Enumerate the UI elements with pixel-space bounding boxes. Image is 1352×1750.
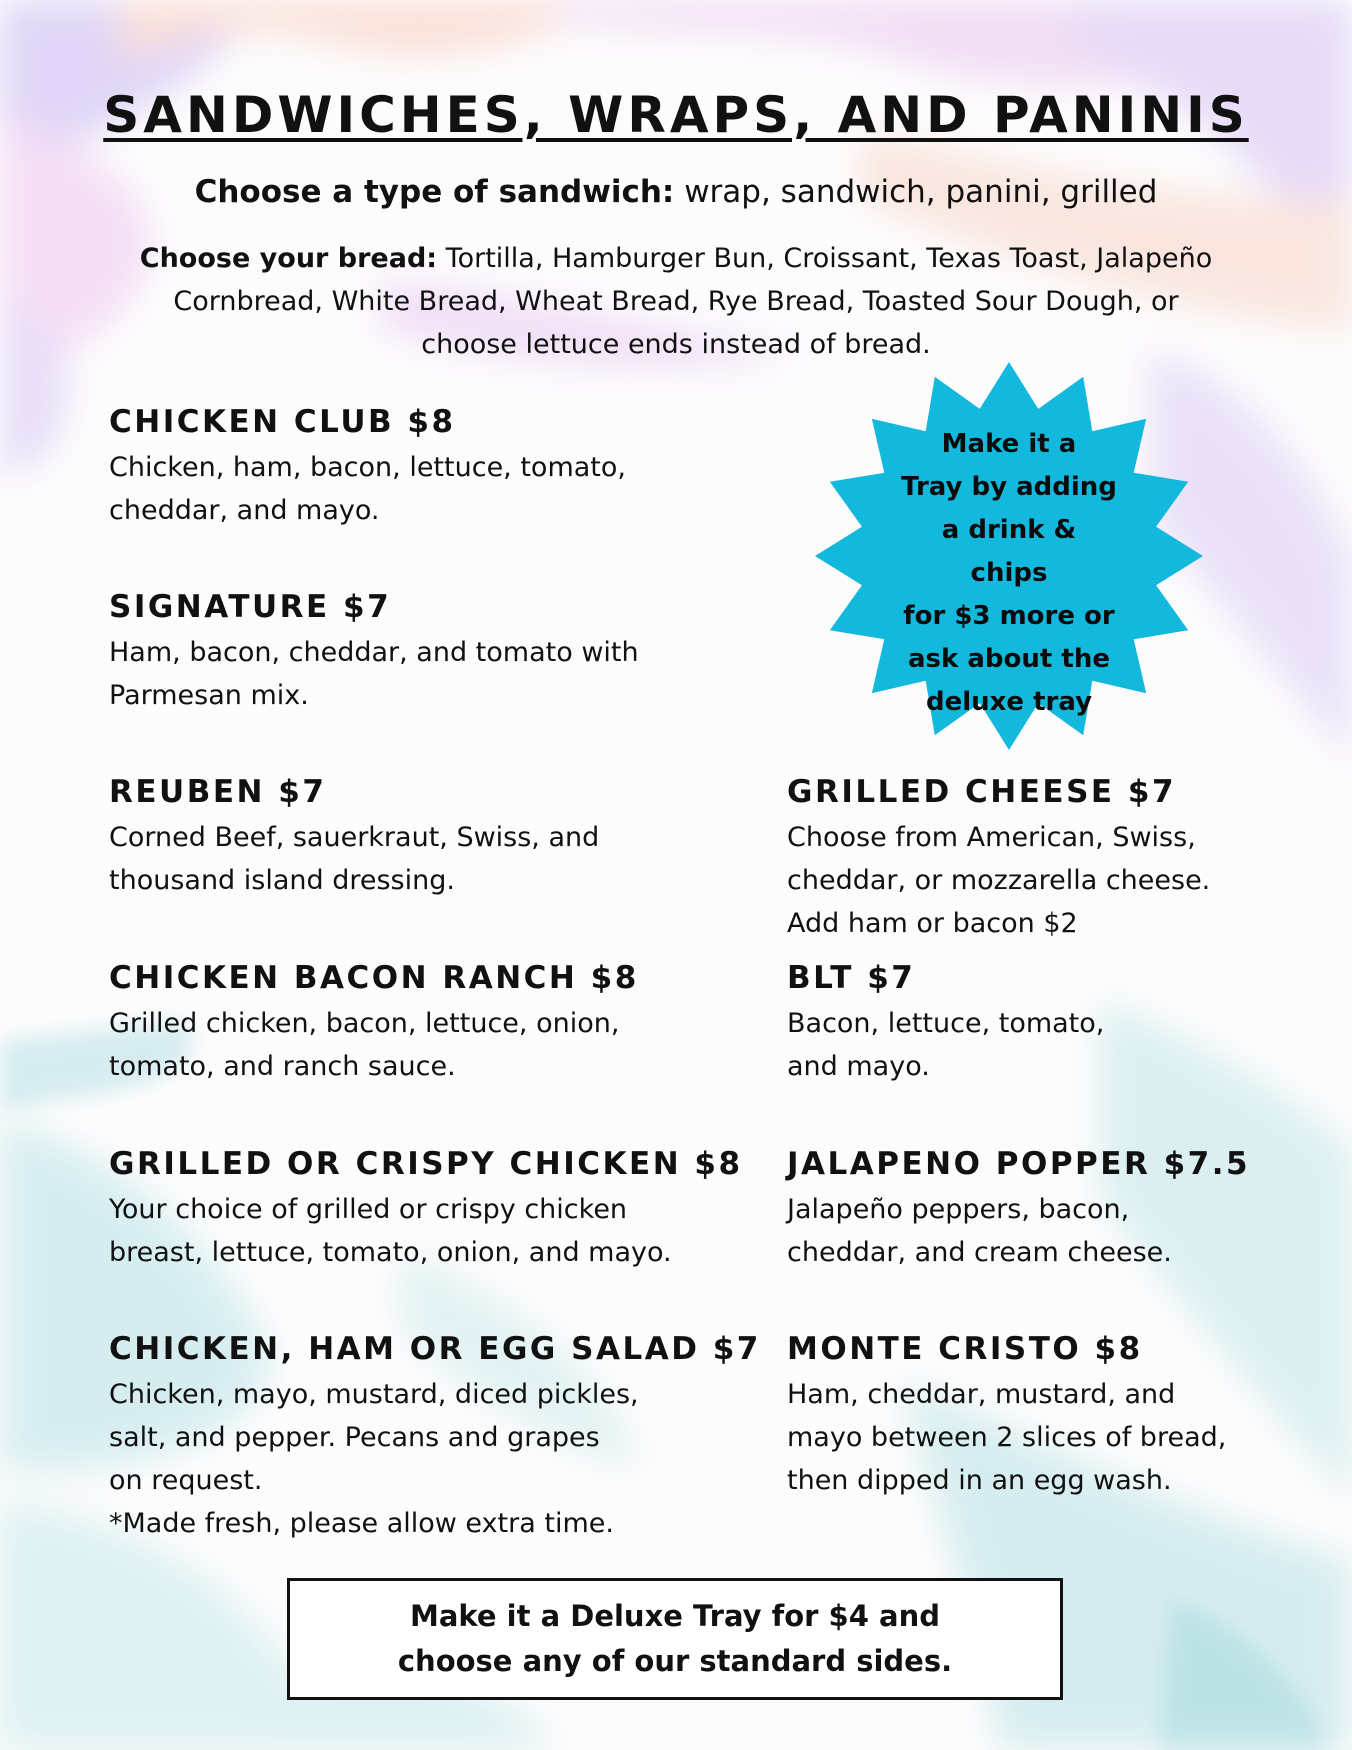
sandwich-type-options: wrap, sandwich, panini, grilled — [684, 174, 1158, 210]
bread-options: Tortilla, Hamburger Bun, Croissant, Texas Toast, Jalapeño Cornbread, White Bread, Wheat Bread, Rye Bread, Toasted Sour Dough, or choose lettuce ends instead of bread. — [173, 243, 1213, 360]
menu-item-chicken-club — [109, 402, 626, 532]
sandwich-type-line — [0, 174, 1352, 210]
bread-label: Choose your bread: — [139, 243, 438, 274]
menu-item-title: BLT $7 — [787, 960, 916, 996]
menu-item-chicken-bacon-ranch — [109, 958, 639, 1088]
menu-item-description: Your choice of grilled or crispy chicken breast, lettuce, tomato, onion, and mayo. — [109, 1194, 672, 1268]
menu-item-description: Bacon, lettuce, tomato, and mayo. — [787, 1008, 1105, 1082]
deluxe-tray-box — [287, 1578, 1063, 1700]
menu-item-description: Grilled chicken, bacon, lettuce, onion, tomato, and ranch sauce. — [109, 1008, 620, 1082]
menu-item-title: CHICKEN, HAM OR EGG SALAD $7 — [109, 1331, 761, 1367]
menu-item-chicken-ham-egg-salad — [109, 1329, 761, 1545]
menu-item-description: Ham, cheddar, mustard, and mayo between 2 slices of bread, then dipped in an egg wash. — [787, 1379, 1227, 1496]
menu-item-description: Chicken, ham, bacon, lettuce, tomato, cheddar, and mayo. — [109, 452, 626, 526]
menu-item-reuben — [109, 772, 599, 902]
tray-promo-text: Make it a Tray by adding a drink & chips for $3 more or ask about the deluxe tray — [901, 429, 1117, 717]
menu-item-grilled-cheese — [787, 772, 1210, 945]
menu-item-title: CHICKEN CLUB $8 — [109, 404, 456, 440]
menu-item-title: SIGNATURE $7 — [109, 589, 392, 625]
menu-item-title: CHICKEN BACON RANCH $8 — [109, 960, 639, 996]
deluxe-tray-text: Make it a Deluxe Tray for $4 and choose any of our standard sides. — [397, 1599, 953, 1678]
menu-item-title: REUBEN $7 — [109, 774, 327, 810]
menu-item-jalapeno-popper — [787, 1144, 1250, 1274]
menu-item-description: Choose from American, Swiss, cheddar, or mozzarella cheese. Add ham or bacon $2 — [787, 822, 1211, 939]
menu-item-title: MONTE CRISTO $8 — [787, 1331, 1143, 1367]
menu-item-description: Ham, bacon, cheddar, and tomato with Parmesan mix. — [109, 637, 639, 711]
bread-line — [128, 237, 1224, 366]
menu-item-grilled-or-crispy-chicken — [109, 1144, 743, 1274]
menu-item-description: Jalapeño peppers, bacon, cheddar, and cream cheese. — [787, 1194, 1172, 1268]
menu-item-title: JALAPENO POPPER $7.5 — [787, 1146, 1251, 1182]
menu-item-description: Chicken, mayo, mustard, diced pickles, salt, and pepper. Pecans and grapes on request. *Made fresh, please allow extra time. — [109, 1379, 639, 1539]
menu-item-title: GRILLED CHEESE $7 — [787, 774, 1177, 810]
menu-item-blt — [787, 958, 1104, 1088]
tray-promo-burst — [812, 360, 1206, 752]
menu-item-signature — [109, 587, 639, 717]
menu-item-description: Corned Beef, sauerkraut, Swiss, and thousand island dressing. — [109, 822, 600, 896]
page-title: SANDWICHES, WRAPS, AND PANINIS — [103, 86, 1249, 144]
sandwich-type-label: Choose a type of sandwich: — [194, 174, 675, 210]
menu-item-title: GRILLED OR CRISPY CHICKEN $8 — [109, 1146, 743, 1182]
menu-item-monte-cristo — [787, 1329, 1226, 1502]
